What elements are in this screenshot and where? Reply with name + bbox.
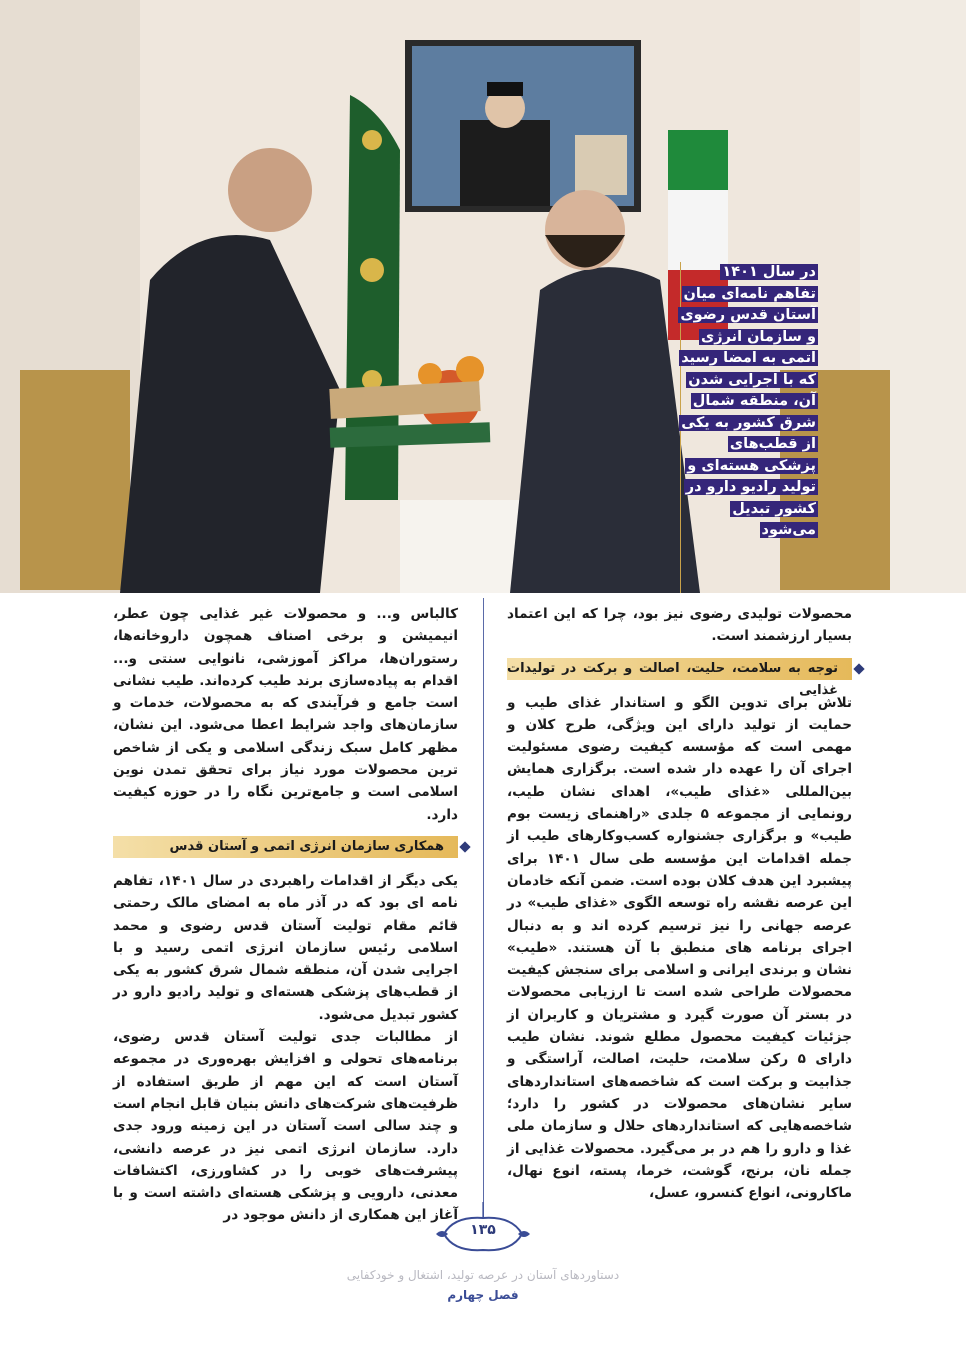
left-body-2: از مطالبات جدی تولیت آستان قدس رضوی، برنامه‌های تحولی و افزایش بهره‌وری در مجموعه آستان است که این مهم از طریق استفاده از ظرفیت‌های شرکت‌های دانش بنیان قابل انجام است و چند سالی است آستان در این زمینه ورود جدی دارد. سازمان انرژی اتمی نیز در عرصه دانشی، پیشرفت‌های خوبی را در کشاورزی، اکتشافات معدنی، دارویی و پزشکی هسته‌ای داشته است و با آغاز این همکاری از دانش موجود در — [113, 1029, 458, 1224]
footer-chapter: فصل چهارم — [447, 1288, 519, 1302]
section-heading-atomic: همکاری سازمان انرژی اتمی و آستان قدس — [113, 836, 458, 858]
page-number: ۱۳۵ — [470, 1222, 496, 1238]
column-divider — [483, 598, 484, 1218]
photo-caption: در سال ۱۴۰۱ تفاهم نامه‌ای میان آستان قدس رضوی و سازمان انرژی اتمی به امضا رسید که با اجرایی شدن آن، منطقه شمال شرق کشور به یکی از قطب‌های پزشکی هسته‌ای و تولید رادیو دارو در کشور تبدیل می‌شود — [680, 264, 816, 538]
right-intro: محصولات تولیدی رضوی نیز بود، چرا که این اعتماد بسیار ارزشمند است. — [507, 606, 852, 645]
feature-photo — [0, 0, 966, 593]
left-column — [113, 603, 458, 1237]
photo-illustration — [0, 0, 966, 593]
diamond-bullet-icon — [852, 662, 866, 676]
section-heading-tayyeb: توجه به سلامت، حلیت، اصالت و برکت در تولیدات غذایی — [507, 658, 852, 680]
right-body: تلاش برای تدوین الگو و استاندار غذای طیب و حمایت از تولید دارای این ویژگی، طرح کلان و مهمی است که مؤسسه کیفیت رضوی مسئولیت اجرای آن را عهده دار شده است. برگزاری همایش بین‌المللی «غذای طیب»، اهدای نشان طیب، رونمایی از مجموعه ۵ جلدی «راهنمای زیست بوم طیب» و برگزاری جشنواره کسب‌وکارهای طیب از جمله اقدامات این مؤسسه طی سال ۱۴۰۱ برای پیشبرد این هدف کلان بوده است. ضمن آنکه خادمان این عرصه نقشه راه توسعه الگوی «غذای طیب» در عرصه جهانی را نیز ترسیم کرده اند و به دنبال اجرای برنامه های منطبق با آن هستند. «طیب» نشان و برندی ایرانی و اسلامی برای سنجش کیفیت محصولات طراحی شده است تا ارزیابی محصولات در بستر آن صورت گیرد و مشتریان و کاربران از جزئیات کیفیت محصول مطلع شوند. نشان طیب دارای ۵ رکن سلامت، حلیت، اصالت، آراستگی و جذابیت و برکت است که شاخصه‌های استانداردهای سایر نشان‌های محصولات در کشور را دارد؛ شاخصه‌هایی که استانداردهای حلال و سازمان ملی غذا و دارو را هم در بر می‌گیرد. محصولات غذایی از جمله نان، برنج، گوشت، خرما، پسته، انوع نهال، ماکارونی، انواع کنسرو، عسل، — [507, 694, 853, 1202]
footer-title: دستاوردهای آستان در عرصه تولید، اشتغال و خودکفایی — [346, 1268, 620, 1282]
diamond-bullet-icon — [458, 840, 472, 854]
left-intro: کالباس و... و محصولات غیر غذایی چون عطر، انیمیشن و برخی اصناف همچون داروخانه‌ها، رستوران‌ها، مراکز آموزشی، نانوایی سنتی و... اقدام به پیاده‌سازی برند طیب کرده‌اند. طیب نشانی است جامع و فرآیندی که به محصولات، خدمات و سازمان‌های واجد شرایط اعطا می‌شود. این نشان، مظهر کامل سبک زندگی اسلامی و یکی از شاخص ترین محصولات مورد نیاز برای تحقق تمدن نوین اسلامی است و جامع‌ترین نگاه را در حوزه کیفیت دارد. — [113, 606, 458, 823]
left-body-1: یکی دیگر از اقدامات راهبردی در سال ۱۴۰۱، تفاهم نامه ای بود که در آذر ماه به امضای مالک رحمتی قائم مقام تولیت آستان قدس رضوی و محمد اسلامی رئیس سازمان انرژی اتمی رسید و با اجرایی شدن آن، منطقه شمال شرق کشور به یکی از قطب‌های پزشکی هسته‌ای و تولید رادیو دارو در کشور تبدیل می‌شود. — [113, 872, 458, 1023]
right-column — [507, 603, 852, 1214]
